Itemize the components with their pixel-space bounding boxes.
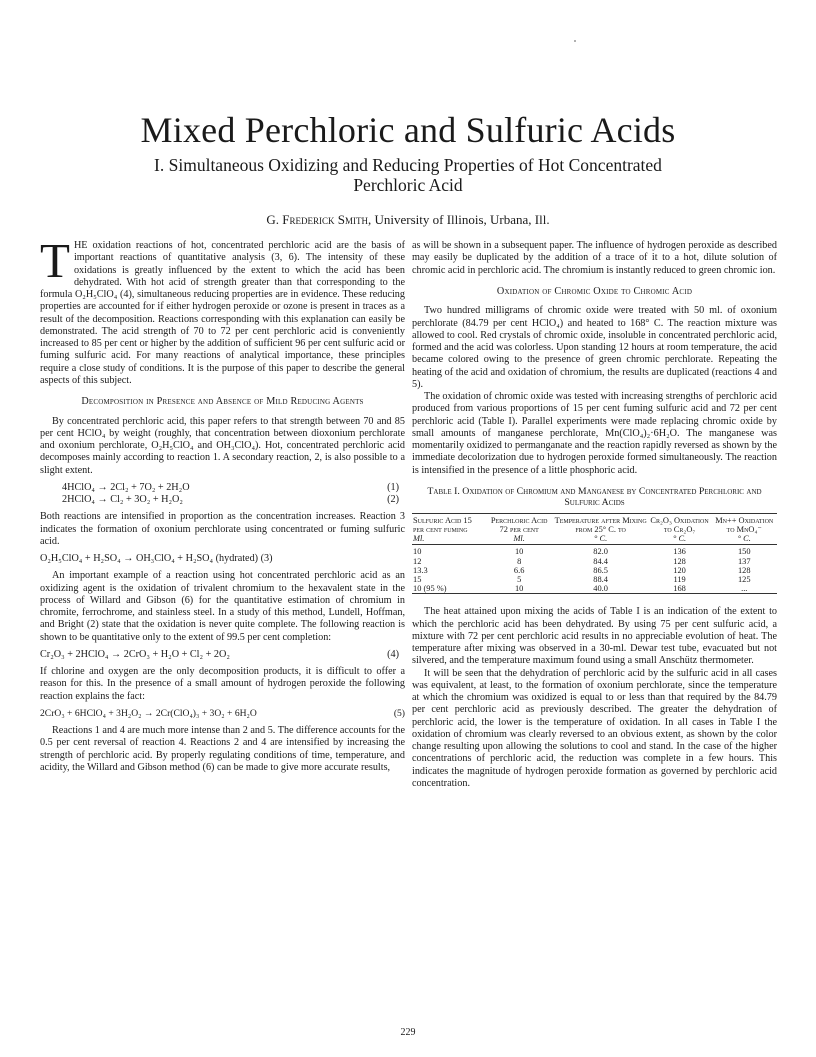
table-header: Mn++ Oxidation to MnO₄⁻ bbox=[711, 513, 777, 534]
table-row: 13.3 6.6 86.5 120 128 bbox=[413, 565, 751, 575]
speck bbox=[574, 40, 576, 42]
equation-block bbox=[40, 482, 405, 507]
drop-cap: T bbox=[40, 233, 70, 288]
left-column bbox=[40, 233, 405, 774]
table-header: Temperature after Mixing from 25° C. to bbox=[554, 513, 648, 534]
paragraph: Both reactions are intensified in proportion as the concentration increases. Reaction 3 indicates the formation of oxonium perchlorate using concentrated or fuming sulfuric acid. bbox=[40, 511, 405, 547]
equation-block bbox=[40, 649, 405, 661]
table-label: Table I. bbox=[427, 485, 460, 497]
equation: O₂H₅ClO₄ + H₂SO₄ → OH₃ClO₄ + H₂SO₄ (hydrated) (3) bbox=[40, 553, 273, 564]
table-row: 12 8 84.4 128 137 bbox=[413, 556, 751, 566]
table-header: Sulfuric Acid 15 per cent fuming bbox=[412, 513, 485, 534]
paragraph: Reactions 1 and 4 are much more intense than 2 and 5. The difference accounts for the 0.5 per cent reversal of reaction 4. Reactions 2 and 4 are intensified by increasing the strength of perchloric acid. By properly regulating conditions of time, temperature, and acidity, the Willard and Gibson method (6) can be made to give more accurate results, bbox=[40, 725, 405, 773]
table-unit: Ml. bbox=[412, 534, 485, 545]
article-subtitle: I. Simultaneous Oxidizing and Reducing Properties of Hot Concentrated Perchloric Acid bbox=[154, 155, 662, 195]
author-affiliation: , University of Illinois, Urbana, Ill. bbox=[368, 212, 550, 227]
paragraph: An important example of a reaction using hot concentrated perchloric acid as an oxidizing agent is the oxidation of trivalent chromium to the hexavalent state in the process of Willard and Gibson (6) for the quantitative estimation of chromium in chromite, ferrochrome, and stainless steel. In a study of this method, Lundell, Hoffman, and Bright (2) state that the oxidation is never quite complete. The following reaction is shown to be quantitative only to the extent of 99.5 per cent completion: bbox=[40, 570, 405, 643]
table-header: Perchloric Acid 72 per cent bbox=[485, 513, 554, 534]
data-table bbox=[412, 513, 777, 595]
equation: 2HClO₄ → Cl₂ + 3O₂ + H₂O₂ bbox=[62, 494, 183, 505]
equation-number: (1) bbox=[387, 481, 399, 493]
article-title: Mixed Perchloric and Sulfuric Acids bbox=[140, 110, 676, 150]
paragraph: The heat attained upon mixing the acids of Table I is an indication of the extent to which the perchloric acid has been dehydrated. By using 75 per cent sulfuric acid, a mixture with 72 per cent perchloric acid results in no appreciable evolution of heat. The temperature after mixing was observed in a 30-ml. Dewar test tube, evacuated but not silvered, and the temperature maximum found using a small Anschütz thermometer. bbox=[412, 606, 777, 667]
section-heading-decomposition: Decomposition in Presence and Absence of Mild Reducing Agents bbox=[81, 396, 364, 407]
table-unit: Ml. bbox=[485, 534, 554, 545]
right-column bbox=[412, 240, 777, 790]
paragraph: By concentrated perchloric acid, this paper refers to that strength between 70 and 85 per cent HClO₄ by weight (roughly, that concentration between dioxonium perchlorate and oxonium perchlorate, O₂H₅ClO₄ and OH₃ClO₄). Hot, concentrated perchloric acid decomposes mainly according to reaction 1. A secondary reaction, 2, is also possible to a slight extent. bbox=[40, 415, 405, 476]
equation-block bbox=[40, 708, 405, 720]
equation-number: (2) bbox=[387, 494, 399, 505]
equation: Cr₂O₃ + 2HClO₄ → 2CrO₃ + H₂O + Cl₂ + 2O₂ bbox=[40, 648, 230, 660]
author-line bbox=[0, 212, 816, 228]
paragraph: If chlorine and oxygen are the only decomposition products, it is difficult to offer a reason for this. In the presence of a small amount of hydrogen peroxide the following reaction explains the fact: bbox=[40, 666, 405, 702]
table-unit: ° C. bbox=[648, 534, 712, 545]
section-heading-oxidation: Oxidation of Chromic Oxide to Chromic Acid bbox=[496, 285, 693, 297]
table-row: 15 5 88.4 119 125 bbox=[413, 574, 751, 584]
table-unit: ° C. bbox=[711, 534, 777, 545]
paragraph: The oxidation of chromic oxide was tested with increasing strengths of perchloric acid produced from various proportions of 15 per cent fuming sulfuric acid and 72 per cent perchloric acid (Table I). Parallel experiments were made replacing chromic oxide by small amounts of manganese perchlorate, Mn(ClO₄)₂·6H₂O. The manganese was momentarily oxidized to permanganate and the reaction rapidly reversed as shown by the immediate decolorization due to hydrogen peroxide formed simultaneously. The reaction is intensified in the presence of a little phosphoric acid. bbox=[412, 391, 777, 476]
equation: 4HClO₄ → 2Cl₂ + 7O₂ + 2H₂O bbox=[62, 481, 190, 493]
equation: 2CrO₃ + 6HClO₄ + 3H₂O₂ → 2Cr(ClO₄)₃ + 3O₂ + 6H₂O bbox=[40, 707, 257, 719]
equation-number: (4) bbox=[387, 648, 399, 660]
table-row: 10 (95 %) 10 40.0 168 ... bbox=[412, 584, 777, 594]
table-title: Oxidation of Chromium and Manganese by Concentrated Perchloric and Sulfuric Acids bbox=[462, 485, 762, 509]
table-caption bbox=[412, 486, 777, 509]
paragraph: as will be shown in a subsequent paper. The influence of hydrogen peroxide as described may easily be duplicated by the addition of a trace of it to a hot, dilute solution of chromic acid in perchloric acid. The chromium is instantly reduced to green chromic ion. bbox=[412, 240, 777, 276]
paragraph: Two hundred milligrams of chromic oxide were treated with 50 ml. of oxonium perchlorate (84.79 per cent HClO₄) and heated to 168° C. The reaction mixture was allowed to cool. Red crystals of chromic oxide, insoluble in concentrated perchloric acid, formed and the acid was colorless. Upon standing 12 hours at room temperature, the acid became colored owing to the presence of green chromic perchlorate. Repeating the heating of the acid and oxidation of chromium, the results are duplicated (reactions 4 and 5). bbox=[412, 305, 777, 390]
table-row: 10 10 82.0 136 150 bbox=[413, 547, 751, 557]
page-number: 229 bbox=[400, 1027, 416, 1038]
table-unit: ° C. bbox=[554, 534, 648, 545]
intro-paragraph: THE oxidation reactions of hot, concentrated perchloric acid are the basis of important reactions of quantitative analysis (3, 6). The intensity of these oxidations is greatly influenced by the extent to which the acid has been dehydrated. With hot acid of strength greater than that corresponding to the formula O₂H₅ClO₄ (4), simultaneous reducing properties are in evidence. These reducing properties are accounted for if either hydrogen peroxide or ozone is present in traces as a result of the decomposition. Reactions corresponding with this explanation can easily be demonstrated. The acid strength of 70 to 72 per cent perchloric acid is conveniently increased to 85 per cent or higher by the addition of sufficient 96 per cent sulfuric acid or fuming sulfuric acid. For many reactions of analytical importance, these principles require a close study of conditions. It is the purpose of this paper to describe the general aspects of this subject. bbox=[40, 233, 405, 386]
table-header: Cr₂O₃ Oxidation to Cr₂O₇ bbox=[648, 513, 712, 534]
paragraph: It will be seen that the dehydration of perchloric acid by the sulfuric acid in all cases was equivalent, at least, to the formation of oxonium perchlorate, since the temperature at which the chromium was oxidized is equal to or less than that required by the 84.79 per cent perchloric acid as previously described. The greater the dehydration of perchloric acid, the lower is the temperature of oxidation. In all cases in Table I the oxidation of chromium was clearly reversed to an obvious extent, as shown by the color change resulting upon allowing the solutions to cool and stand. In the case of the higher concentrations of perchloric acid, the reduction was complete in a few hours. This indicates the magnitude of hydrogen peroxide formation as governed by perchloric acid concentration. bbox=[412, 667, 777, 789]
author-name: G. Frederick Smith bbox=[266, 212, 368, 227]
equation-block bbox=[40, 553, 405, 565]
equation-number: (5) bbox=[393, 707, 405, 719]
